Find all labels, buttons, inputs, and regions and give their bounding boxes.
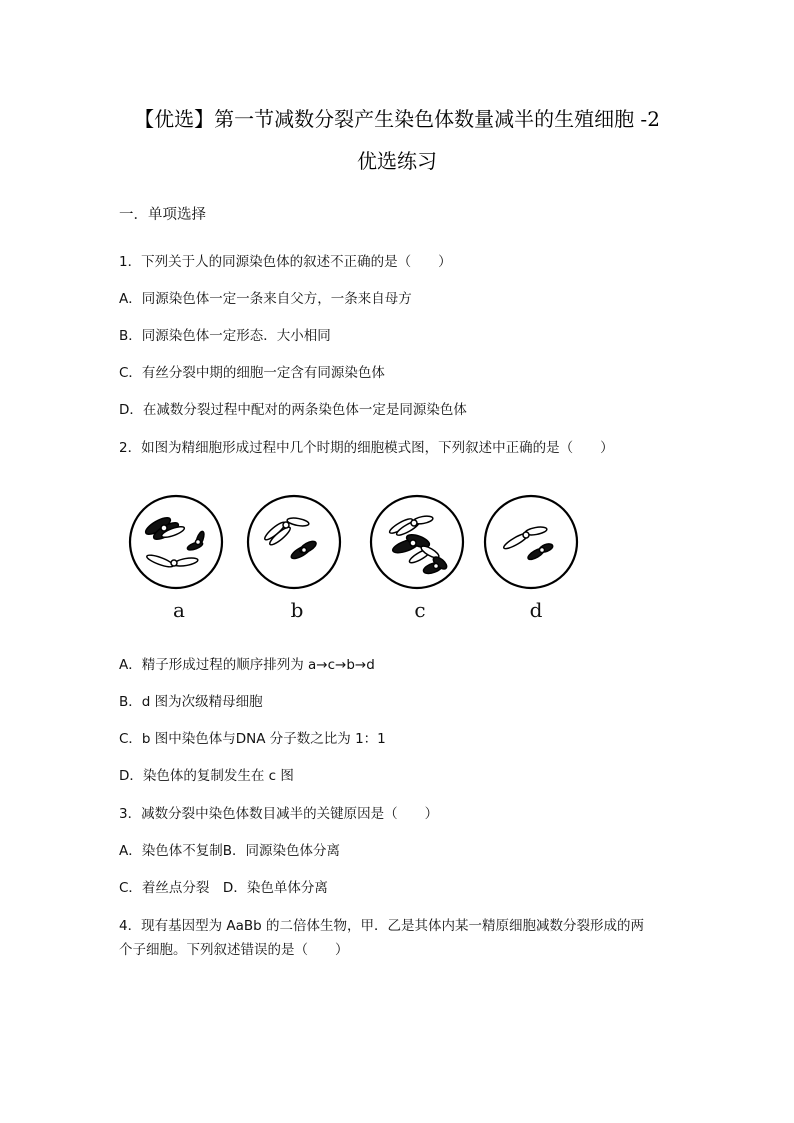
question-1-stem: 1．下列关于人的同源染色体的叙述不正确的是（ ） <box>119 254 452 270</box>
figure-label-d: d <box>529 598 543 622</box>
section-heading: 一．单项选择 <box>119 207 206 223</box>
question-3-options-cd: C．着丝点分裂 D．染色单体分离 <box>119 880 328 896</box>
document-title-line-1: 【优选】第一节减数分裂产生染色体数量减半的生殖细胞 -2 <box>134 107 660 131</box>
question-1-option-d: D．在减数分裂过程中配对的两条染色体一定是同源染色体 <box>119 402 467 418</box>
question-1-option-a: A．同源染色体一定一条来自父方，一条来自母方 <box>119 291 412 307</box>
question-2-option-d: D．染色体的复制发生在 c 图 <box>119 768 294 784</box>
question-2-stem: 2．如图为精细胞形成过程中几个时期的细胞模式图，下列叙述中正确的是（ ） <box>119 440 614 456</box>
question-3-options-ab: A．染色体不复制B．同源染色体分离 <box>119 843 340 859</box>
question-2-option-b: B．d 图为次级精母细胞 <box>119 694 263 710</box>
question-3-stem: 3．减数分裂中染色体数目减半的关键原因是（ ） <box>119 806 439 822</box>
cell-d <box>485 496 577 588</box>
cell-c <box>371 496 463 588</box>
question-2-option-a: A．精子形成过程的顺序排列为 a→c→b→d <box>119 657 375 673</box>
question-4-stem-line-1: 4．现有基因型为 AaBb 的二倍体生物，甲．乙是其体内某一精原细胞减数分裂形成的两 <box>119 918 645 934</box>
question-1-option-b: B．同源染色体一定形态．大小相同 <box>119 328 331 344</box>
question-2-option-c: C．b 图中染色体与DNA 分子数之比为 1：1 <box>119 731 386 747</box>
cell-b <box>248 496 340 588</box>
question-1-option-c: C．有丝分裂中期的细胞一定含有同源染色体 <box>119 365 385 381</box>
document-title-line-2: 优选练习 <box>357 149 437 173</box>
figure-label-c: c <box>414 598 426 622</box>
figure-label-a: a <box>173 598 185 622</box>
question-4-stem-line-2: 个子细胞。下列叙述错误的是（ ） <box>119 942 349 958</box>
figure-label-b: b <box>290 598 304 622</box>
cell-a <box>130 496 222 588</box>
